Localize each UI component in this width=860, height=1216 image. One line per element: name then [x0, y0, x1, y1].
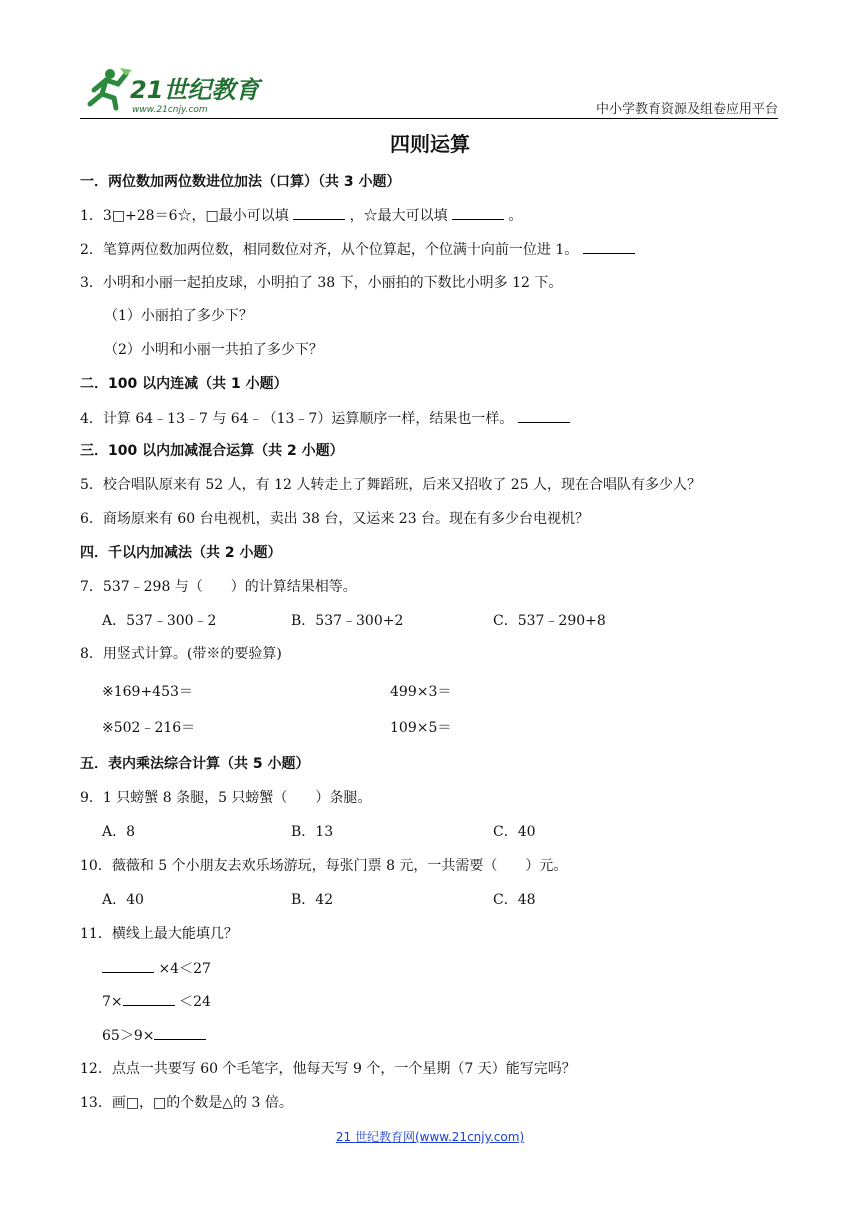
q11-line-2-text-b: ＜24 [179, 994, 211, 1010]
question-13: 13．画□，□的个数是△的 3 倍。 [80, 1095, 293, 1111]
q1-text-b: ，☆最大可以填 [349, 208, 448, 224]
platform-name: 中小学教育资源及组卷应用平台 [595, 102, 778, 117]
q1-text-a: 1．3□+28＝6☆，□最小可以填 [80, 208, 289, 224]
q11-line-3 [102, 1025, 206, 1046]
q8-exercise-1: ※169+453＝ [102, 684, 193, 700]
q9-option-b[interactable]: B．13 [291, 824, 334, 840]
section-3-heading: 三．100 以内加减混合运算（共 2 小题） [80, 443, 344, 459]
question-3: 3．小明和小丽一起拍皮球，小明拍了 38 下，小丽拍的下数比小明多 12 下。 [80, 275, 563, 291]
q8-exercise-3: ※502﹣216＝ [102, 720, 196, 736]
question-5: 5．校合唱队原来有 52 人，有 12 人转走上了舞蹈班，后来又招收了 25 人，现在合唱队有多少人？ [80, 477, 702, 493]
logo-21cnjy [80, 60, 280, 116]
q7-option-c[interactable]: C．537﹣290+8 [493, 613, 606, 629]
answer-blank[interactable] [583, 239, 635, 254]
q2-text: 2．笔算两位数加两位数，相同数位对齐，从个位算起，个位满十向前一位进 1。 [80, 242, 579, 258]
question-6: 6．商场原来有 60 台电视机，卖出 38 台，又运来 23 台。现在有多少台电视机？ [80, 511, 590, 527]
answer-blank[interactable] [102, 958, 154, 973]
q10-option-a[interactable]: A．40 [102, 892, 144, 908]
question-1 [80, 205, 523, 226]
q8-exercise-2: 499×3＝ [390, 684, 452, 700]
answer-blank[interactable] [123, 991, 175, 1006]
q7-option-b[interactable]: B．537﹣300+2 [291, 613, 404, 629]
answer-blank[interactable] [293, 205, 345, 220]
question-3-part-2: （2）小明和小丽一共拍了多少下？ [104, 342, 323, 358]
question-7: 7．537﹣298 与（ ）的计算结果相等。 [80, 579, 357, 595]
header-divider [80, 118, 778, 119]
section-1-heading: 一．两位数加两位数进位加法（口算）（共 3 小题） [80, 174, 401, 190]
q11-line-2-text-a: 7× [102, 994, 123, 1010]
answer-blank[interactable] [518, 408, 570, 423]
question-12: 12．点点一共要写 60 个毛笔字，他每天写 9 个，一个星期（7 天）能写完吗？ [80, 1061, 576, 1077]
q10-option-c[interactable]: C．48 [493, 892, 536, 908]
footer-link[interactable]: 21 世纪教育网(www.21cnjy.com) [335, 1130, 525, 1144]
q10-option-b[interactable]: B．42 [291, 892, 334, 908]
svg-text:www.21cnjy.com: www.21cnjy.com [132, 105, 208, 115]
q1-text-c: 。 [508, 208, 523, 224]
q9-option-a[interactable]: A．8 [102, 824, 136, 840]
answer-blank[interactable] [154, 1025, 206, 1040]
runner-icon [90, 68, 132, 108]
question-9: 9．1 只螃蟹 8 条腿，5 只螃蟹（ ）条腿。 [80, 790, 372, 806]
page-header [80, 60, 780, 118]
q11-line-3-text: 65＞9× [102, 1028, 155, 1044]
page-title: 四则运算 [390, 132, 470, 156]
question-8: 8．用竖式计算。(带※的要验算) [80, 646, 282, 662]
q7-option-a[interactable]: A．537﹣300﹣2 [102, 613, 217, 629]
question-10: 10．薇薇和 5 个小朋友去欢乐场游玩，每张门票 8 元，一共需要（ ）元。 [80, 858, 568, 874]
question-2 [80, 239, 635, 260]
question-3-part-1: （1）小丽拍了多少下？ [104, 308, 253, 324]
section-2-heading: 二．100 以内连减（共 1 小题） [80, 376, 288, 392]
q8-exercise-4: 109×5＝ [390, 720, 452, 736]
q11-line-1-text: ×4＜27 [158, 961, 211, 977]
q4-text: 4．计算 64﹣13﹣7 与 64﹣（13﹣7）运算顺序一样，结果也一样。 [80, 411, 514, 427]
question-11: 11．横线上最大能填几？ [80, 926, 238, 942]
q11-line-2 [102, 991, 211, 1012]
svg-text:21世纪教育: 21世纪教育 [130, 76, 260, 104]
q11-line-1 [102, 958, 211, 979]
section-5-heading: 五．表内乘法综合计算（共 5 小题） [80, 756, 310, 772]
answer-blank[interactable] [452, 205, 504, 220]
q9-option-c[interactable]: C．40 [493, 824, 536, 840]
section-4-heading: 四．千以内加减法（共 2 小题） [80, 545, 282, 561]
question-4 [80, 408, 570, 429]
